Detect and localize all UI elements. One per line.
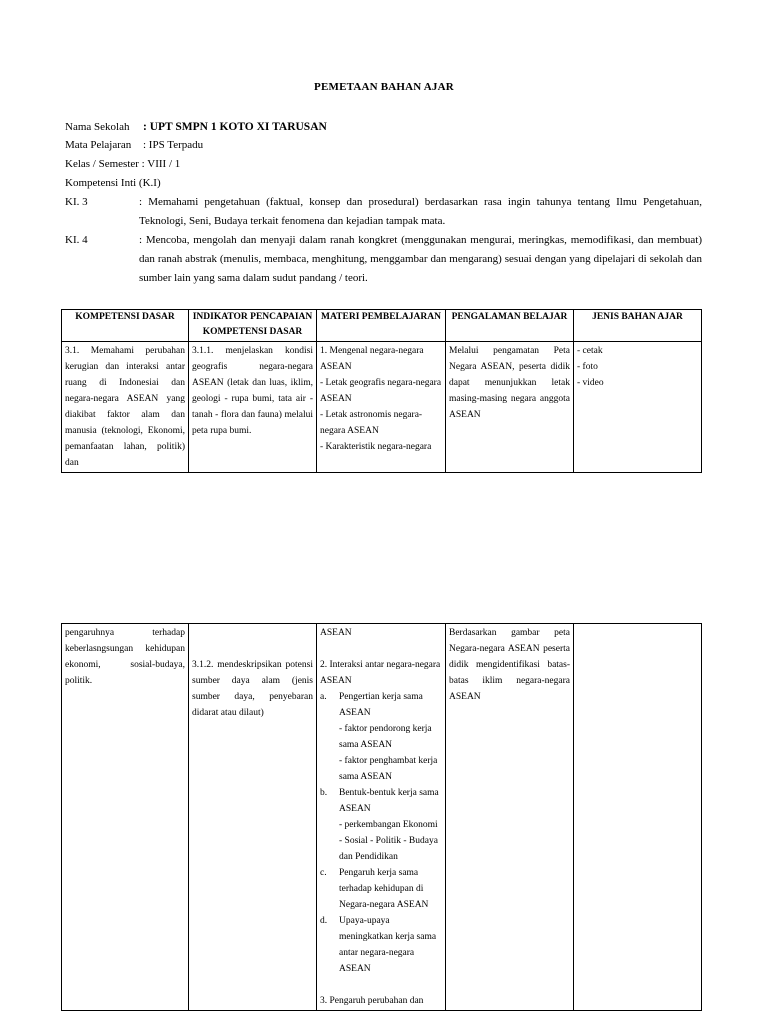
materi-cell <box>317 342 446 473</box>
materi-line: 1. Mengenal negara-negara ASEAN <box>320 346 424 372</box>
ki4-block <box>65 231 702 288</box>
ki3-block <box>65 193 702 231</box>
materi-item-a <box>320 689 442 721</box>
materi-line: - Letak geografis negara-negara ASEAN <box>320 378 442 404</box>
materi-sub: - faktor penghambat kerja sama ASEAN <box>339 756 438 782</box>
subject-row <box>65 136 203 154</box>
subject-label: Mata Pelajaran <box>65 139 132 151</box>
document-title: PEMETAAN BAHAN AJAR <box>314 81 454 93</box>
jenis-item: - foto <box>577 362 598 372</box>
materi-line: Pengaruh kerja sama terhadap kehidupan di Negara-negara ASEAN <box>339 868 429 910</box>
pengalaman-cell: Melalui pengamatan Peta Negara ASEAN, peserta didik dapat menunjukkan letak masing-masing negara anggota ASEAN <box>446 342 574 473</box>
mapping-table-continued <box>61 623 702 1011</box>
header-kompetensi-dasar: KOMPETENSI DASAR <box>62 310 189 342</box>
header-jenis-bahan: JENIS BAHAN AJAR <box>574 310 702 342</box>
jenis-cell <box>574 624 702 1011</box>
jenis-item: - video <box>577 378 604 388</box>
kd-cell: 3.1. Memahami perubahan kerugian dan interaksi antar ruang di Indonesiai dan negara-negara ASEAN yang diakibat faktor alam dan manusia (teknologi, Ekonomi, pemanfaatan lahan, politik) dan <box>62 342 189 473</box>
kd-cell: pengaruhnya terhadap keberlasngsungan kehidupan ekonomi, sosial-budaya, politik. <box>62 624 189 1011</box>
list-marker: d. <box>320 916 328 926</box>
ki3-code: KI. 3 <box>65 196 88 208</box>
jenis-cell <box>574 342 702 473</box>
school-label: Nama Sekolah <box>65 121 130 133</box>
header-indikator: INDIKATOR PENCAPAIAN KOMPETENSI DASAR <box>189 310 317 342</box>
materi-line: Pengertian kerja sama ASEAN <box>339 692 423 718</box>
class-semester: Kelas / Semester : VIII / 1 <box>65 158 181 170</box>
materi-line: ASEAN <box>320 628 352 638</box>
table-header-row <box>62 310 702 342</box>
header-pengalaman: PENGALAMAN BELAJAR <box>446 310 574 342</box>
materi-line: - Letak astronomis negara-negara ASEAN <box>320 410 423 436</box>
school-value: : UPT SMPN 1 KOTO XI TARUSAN <box>143 121 327 133</box>
materi-item-b <box>320 785 442 817</box>
header-materi: MATERI PEMBELAJARAN <box>317 310 446 342</box>
table-row <box>62 342 702 473</box>
pengalaman-cell: Berdasarkan gambar peta Negara-negara ASEAN peserta didik mengidentifikasi batas-batas iklim negara-negara ASEAN <box>446 624 574 1011</box>
materi-line: - Karakteristik negara-negara <box>320 442 432 452</box>
materi-sub: - perkembangan Ekonomi - Sosial - Politik - Budaya dan Pendidikan <box>339 820 438 862</box>
materi-line: 3. Pengaruh perubahan dan <box>320 996 424 1006</box>
materi-sub: - faktor pendorong kerja sama ASEAN <box>339 724 432 750</box>
mapping-table-top <box>61 309 702 473</box>
subject-value: : IPS Terpadu <box>143 139 204 151</box>
materi-line: 2. Interaksi antar negara-negara ASEAN <box>320 660 441 686</box>
materi-line: Bentuk-bentuk kerja sama ASEAN <box>339 788 439 814</box>
list-marker: a. <box>320 692 327 702</box>
materi-item-d <box>320 913 442 977</box>
ki4-text: : Mencoba, mengolah dan menyaji dalam ranah kongkret (menggunakan mengurai, meringkas, memodifikasi, dan membuat) dan ranah abstrak (menulis, membaca, menghitung, menggambar dan mengarang) sesuai dengan yang dipelajari di sekolah dan sumber lain yang sama dalam sudut pandang / teori. <box>139 234 702 284</box>
indikator-cell: 3.1.1. menjelaskan kondisi geografis negara-negara ASEAN (letak dan luas, iklim, geologi - rupa bumi, tata air - tanah - flora dan fauna) melalui peta rupa bumi. <box>189 342 317 473</box>
table-row <box>62 624 702 1011</box>
materi-cell <box>317 624 446 1011</box>
materi-item-c <box>320 865 442 913</box>
school-row <box>65 118 327 136</box>
ki3-text: : Memahami pengetahuan (faktual, konsep dan prosedural) berdasarkan rasa ingin tahunya tentang Ilmu Pengetahuan, Teknologi, Seni, Budaya terkait fenomena dan kejadian tampak mata. <box>139 196 702 227</box>
indikator-cell: 3.1.2. mendeskripsikan potensi sumber daya alam (jenis sumber daya, penyebaran didarat atau dilaut) <box>189 624 317 1011</box>
list-marker: b. <box>320 788 328 798</box>
ki4-code: KI. 4 <box>65 234 88 246</box>
materi-line: Upaya-upaya meningkatkan kerja sama antar negara-negara ASEAN <box>339 916 437 974</box>
jenis-item: - cetak <box>577 346 603 356</box>
ki-heading: Kompetensi Inti (K.I) <box>65 177 161 189</box>
list-marker: c. <box>320 868 327 878</box>
